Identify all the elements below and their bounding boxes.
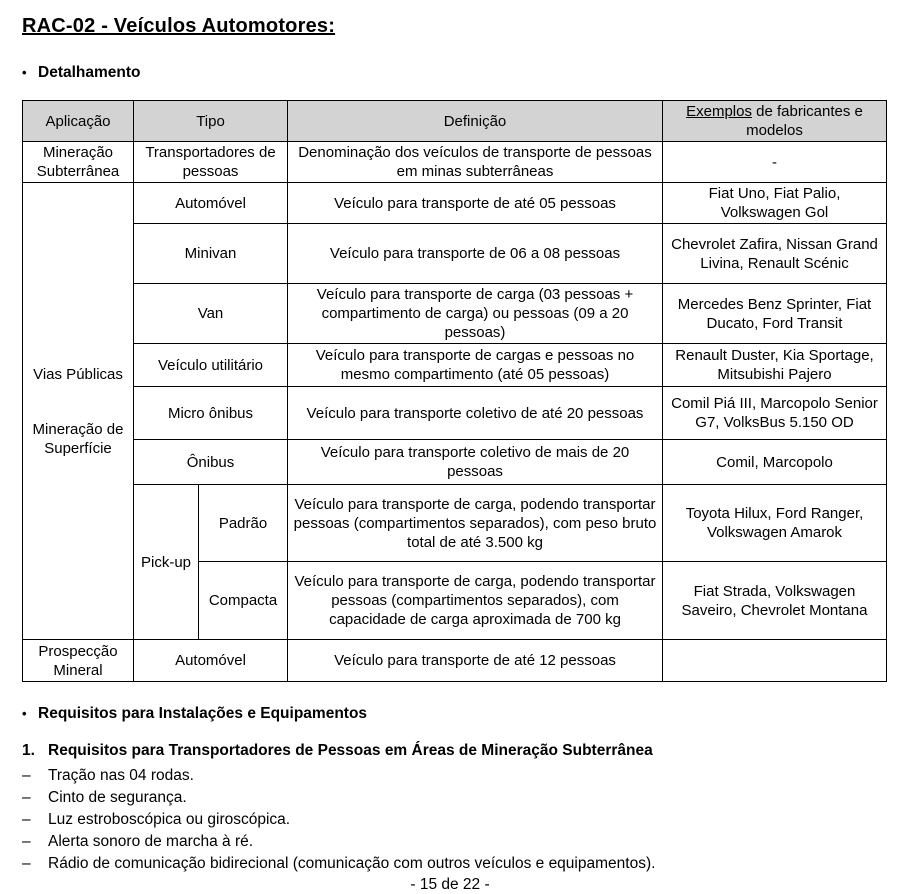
cell-exemplos-minivan: Chevrolet Zafira, Nissan Grand Livina, Renault Scénic bbox=[663, 224, 887, 284]
dash-icon: – bbox=[22, 789, 31, 806]
header-definicao: Definição bbox=[288, 101, 663, 142]
aplicacao-vias-publicas: Vias Públicas bbox=[33, 365, 123, 383]
vehicles-table bbox=[22, 100, 887, 682]
list-item-text: Cinto de segurança. bbox=[48, 789, 187, 806]
section-detalhamento bbox=[22, 64, 886, 82]
dash-icon: – bbox=[22, 811, 31, 828]
cell-exemplos-pickup-compacta: Fiat Strada, Volkswagen Saveiro, Chevrolet Montana bbox=[663, 562, 887, 640]
table-row-van bbox=[23, 284, 887, 344]
list-item-text: Tração nas 04 rodas. bbox=[48, 767, 194, 784]
cell-exemplos-onibus: Comil, Marcopolo bbox=[663, 440, 887, 485]
header-tipo: Tipo bbox=[134, 101, 288, 142]
list-item bbox=[22, 831, 886, 853]
list-item bbox=[22, 853, 886, 875]
table-row-utilitario bbox=[23, 344, 887, 387]
numbered-item-1 bbox=[22, 742, 886, 760]
cell-definicao-automovel: Veículo para transporte de até 05 pessoas bbox=[288, 183, 663, 224]
cell-definicao-van: Veículo para transporte de carga (03 pessoas + compartimento de carga) ou pessoas (09 a 20 pessoas) bbox=[288, 284, 663, 344]
dash-icon: – bbox=[22, 767, 31, 784]
list-item-text: Luz estroboscópica ou giroscópica. bbox=[48, 811, 291, 828]
cell-definicao-utilitario: Veículo para transporte de cargas e pessoas no mesmo compartimento (até 05 pessoas) bbox=[288, 344, 663, 387]
page-number: - 15 de 22 - bbox=[410, 876, 490, 893]
cell-tipo-transportadores: Transportadores de pessoas bbox=[134, 142, 288, 183]
cell-tipo-van: Van bbox=[134, 284, 288, 344]
table-row-prospeccao bbox=[23, 640, 887, 682]
table-row-automovel bbox=[23, 183, 887, 224]
list-item bbox=[22, 787, 886, 809]
bullet-icon: • bbox=[22, 65, 27, 80]
cell-definicao-onibus: Veículo para transporte coletivo de mais de 20 pessoas bbox=[288, 440, 663, 485]
cell-tipo-utilitario: Veículo utilitário bbox=[134, 344, 288, 387]
cell-aplicacao-subterranea: Mineração Subterrânea bbox=[23, 142, 134, 183]
header-exemplos-underlined: Exemplos bbox=[686, 103, 752, 120]
section-requisitos-label: Requisitos para Instalações e Equipamentos bbox=[38, 705, 368, 722]
requirements-list bbox=[22, 765, 886, 875]
section-detalhamento-label: Detalhamento bbox=[38, 64, 141, 81]
list-item-text: Alerta sonoro de marcha à ré. bbox=[48, 833, 254, 850]
cell-subtipo-padrao: Padrão bbox=[199, 485, 288, 562]
header-aplicacao: Aplicação bbox=[23, 101, 134, 142]
cell-definicao-micro-onibus: Veículo para transporte coletivo de até 20 pessoas bbox=[288, 387, 663, 440]
cell-exemplos-transportadores: - bbox=[663, 142, 887, 183]
cell-tipo-onibus: Ônibus bbox=[134, 440, 288, 485]
dash-icon: – bbox=[22, 855, 31, 872]
table-row-micro-onibus bbox=[23, 387, 887, 440]
bullet-icon: • bbox=[22, 706, 27, 721]
table-row-pickup-padrao bbox=[23, 485, 887, 562]
table-row-subterranea bbox=[23, 142, 887, 183]
cell-definicao-pickup-compacta: Veículo para transporte de carga, podendo transportar pessoas (compartimentos separados), com capacidade de carga aproximada de 700 kg bbox=[288, 562, 663, 640]
list-item bbox=[22, 765, 886, 787]
cell-exemplos-micro-onibus: Comil Piá III, Marcopolo Senior G7, VolksBus 5.150 OD bbox=[663, 387, 887, 440]
cell-subtipo-compacta: Compacta bbox=[199, 562, 288, 640]
cell-tipo-pickup: Pick-up bbox=[134, 485, 199, 640]
table-row-minivan bbox=[23, 224, 887, 284]
cell-exemplos-prospeccao bbox=[663, 640, 887, 682]
cell-exemplos-pickup-padrao: Toyota Hilux, Ford Ranger, Volkswagen Amarok bbox=[663, 485, 887, 562]
header-exemplos bbox=[663, 101, 887, 142]
cell-definicao-minivan: Veículo para transporte de 06 a 08 pessoas bbox=[288, 224, 663, 284]
cell-exemplos-automovel: Fiat Uno, Fiat Palio, Volkswagen Gol bbox=[663, 183, 887, 224]
cell-tipo-prospeccao: Automóvel bbox=[134, 640, 288, 682]
list-item-text: Rádio de comunicação bidirecional (comunicação com outros veículos e equipamentos). bbox=[48, 855, 656, 872]
section-requisitos bbox=[22, 705, 886, 723]
aplicacao-mineracao-superficie: Mineração de Superfície bbox=[32, 420, 124, 457]
table-header-row bbox=[23, 101, 887, 142]
cell-aplicacao-prospeccao: Prospecção Mineral bbox=[23, 640, 134, 682]
cell-tipo-automovel: Automóvel bbox=[134, 183, 288, 224]
item-number: 1. bbox=[22, 742, 35, 759]
page-title: RAC-02 - Veículos Automotores: bbox=[22, 15, 336, 37]
cell-definicao-prospeccao: Veículo para transporte de até 12 pessoas bbox=[288, 640, 663, 682]
cell-exemplos-van: Mercedes Benz Sprinter, Fiat Ducato, Ford Transit bbox=[663, 284, 887, 344]
cell-definicao-transportadores: Denominação dos veículos de transporte de pessoas em minas subterrâneas bbox=[288, 142, 663, 183]
numbered-item-1-title: Requisitos para Transportadores de Pessoas em Áreas de Mineração Subterrânea bbox=[48, 742, 653, 759]
cell-tipo-minivan: Minivan bbox=[134, 224, 288, 284]
cell-tipo-micro-onibus: Micro ônibus bbox=[134, 387, 288, 440]
cell-definicao-pickup-padrao: Veículo para transporte de carga, podendo transportar pessoas (compartimentos separados), com peso bruto total de até 3.500 kg bbox=[288, 485, 663, 562]
dash-icon: – bbox=[22, 833, 31, 850]
cell-exemplos-utilitario: Renault Duster, Kia Sportage, Mitsubishi Pajero bbox=[663, 344, 887, 387]
cell-aplicacao-merged bbox=[23, 183, 134, 640]
table-row-onibus bbox=[23, 440, 887, 485]
header-exemplos-rest: de fabricantes e modelos bbox=[746, 103, 863, 139]
list-item bbox=[22, 809, 886, 831]
